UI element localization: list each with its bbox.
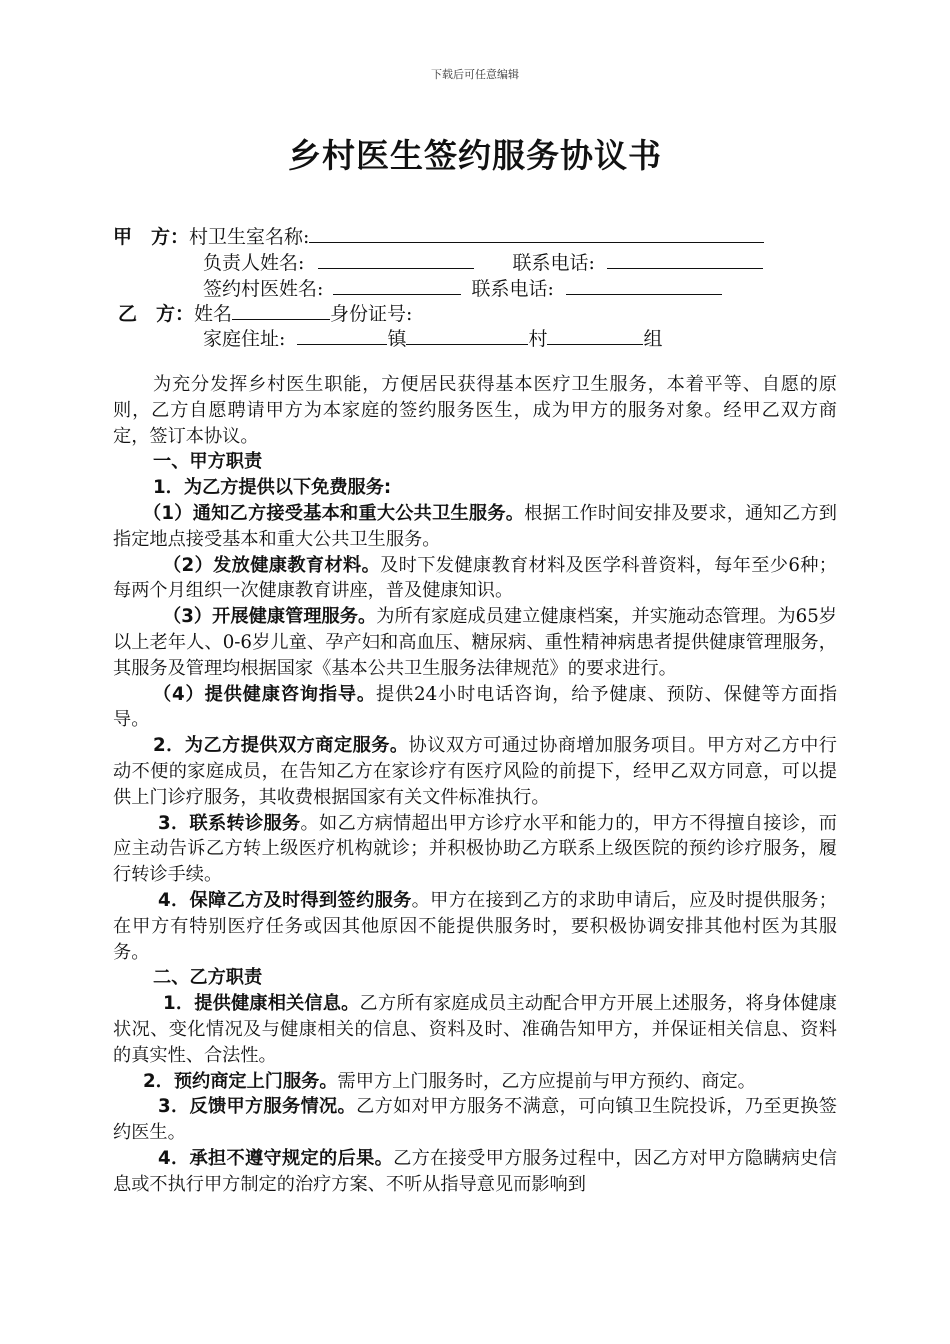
section2-item2 — [113, 1069, 837, 1095]
s2-item2-text: 需甲方上门服务时，乙方应提前与甲方预约、商定。 — [337, 1070, 756, 1092]
group-label: 组 — [643, 328, 663, 350]
sub2-text: 及时下发健康教育材料及医学科普资料，每年至少6种；每两个月组织一次健康教育讲座，普及健康知识。 — [113, 554, 837, 602]
sub1-text: 根据工作时间安排及要求，通知乙方到指定地点接受基本和重大公共卫生服务。 — [113, 502, 837, 550]
party-a-row-3 — [203, 274, 722, 300]
item4-text: 。甲方在接到乙方的求助申请后，应及时提供服务；在甲方有特别医疗任务或因其他原因不能提供服务时，要积极协调安排其他村医为其服务。 — [113, 889, 837, 963]
sub3-bold: （3）开展健康管理服务。 — [163, 606, 377, 628]
party-a-row-1 — [113, 222, 764, 248]
phone-blank-2[interactable] — [566, 274, 722, 295]
item2-bold: 2．为乙方提供双方商定服务。 — [153, 735, 409, 757]
doctor-name-blank[interactable] — [333, 274, 461, 295]
section1-sub3 — [113, 604, 837, 681]
document-title: 乡村医生签约服务协议书 — [288, 136, 662, 175]
responsible-name-blank[interactable] — [318, 248, 474, 269]
section1-item2 — [113, 733, 837, 810]
party-b-row-1 — [118, 299, 412, 325]
sub1-bold: （1）通知乙方接受基本和重大公共卫生服务。 — [143, 502, 525, 524]
section1-heading: 一、甲方职责 — [153, 451, 263, 473]
s2-item3-text: 乙方如对甲方服务不满意，可向镇卫生院投诉，乃至更换签约医生。 — [113, 1096, 837, 1144]
s2-item2-bold: 2．预约商定上门服务。 — [143, 1070, 338, 1092]
s2-item4-text: 乙方在接受甲方服务过程中，因乙方对甲方隐瞒病史信息或不执行甲方制定的治疗方案、不听从指导意见而影响到 — [113, 1147, 837, 1195]
item3-bold: 3．联系转诊服务 — [158, 812, 301, 834]
name-blank[interactable] — [232, 299, 330, 320]
address-label: 家庭住址: — [203, 328, 286, 350]
section1-sub4 — [113, 682, 837, 734]
id-label: 身份证号: — [330, 303, 413, 325]
s2-item3-bold: 3．反馈甲方服务情况。 — [158, 1096, 357, 1118]
town-label: 镇 — [387, 328, 407, 350]
party-a-row-2 — [203, 248, 763, 274]
party-b-label: 乙 方： — [118, 303, 195, 325]
phone-label: 联系电话: — [512, 252, 595, 274]
section2-item4 — [113, 1146, 837, 1198]
sub2-bold: （2）发放健康教育材料。 — [163, 554, 381, 576]
item4-bold: 4．保障乙方及时得到签约服务 — [158, 889, 412, 911]
section1-item1-heading: 1．为乙方提供以下免费服务: — [153, 477, 392, 499]
town-blank[interactable] — [297, 324, 387, 345]
phone-blank[interactable] — [607, 248, 763, 269]
section2-item3 — [113, 1094, 837, 1146]
section1-item4 — [113, 888, 837, 965]
group-blank[interactable] — [547, 324, 643, 345]
phone-label-2: 联系电话: — [471, 278, 554, 300]
item2-text: 协议双方可通过协商增加服务项目。甲方对乙方中行动不便的家庭成员，在告知乙方在家诊疗有医疗风险的前提下，经甲乙双方同意，可以提供上门诊疗服务，其收费根据国家有关文件标准执行。 — [113, 735, 837, 808]
party-a-label: 甲 方： — [113, 226, 190, 248]
s2-item1-text: 乙方所有家庭成员主动配合甲方开展上述服务，将身体健康状况、变化情况及与健康相关的信息、资料及时、准确告知甲方，并保证相关信息、资料的真实性、合法性。 — [113, 993, 837, 1066]
clinic-name-label: 村卫生室名称: — [189, 226, 310, 248]
section1-sub2 — [113, 553, 837, 605]
s2-item1-bold: 1．提供健康相关信息。 — [163, 993, 360, 1015]
header-note: 下载后可任意编辑 — [431, 68, 519, 81]
sub3-text: 为所有家庭成员建立健康档案，并实施动态管理。为65岁以上老年人、0-6岁儿童、孕产妇和高血压、糖尿病、重性精神病患者提供健康管理服务，其服务及管理均根据国家《基本公共卫生服务法律规范》的要求进行。 — [113, 606, 837, 679]
clinic-name-blank[interactable] — [309, 222, 764, 243]
item3-text: 。如乙方病情超出甲方诊疗水平和能力的，甲方不得擅自接诊，而应主动告诉乙方转上级医疗机构就诊；并积极协助乙方联系上级医院的预约诊疗服务，履行转诊手续。 — [113, 812, 837, 886]
party-b-row-2 — [203, 324, 663, 350]
name-label: 姓名 — [194, 303, 233, 325]
section1-sub1 — [113, 501, 837, 553]
sub4-bold: （4）提供健康咨询指导。 — [153, 683, 376, 705]
responsible-label: 负责人姓名: — [203, 252, 305, 274]
village-label: 村 — [528, 328, 548, 350]
section2-item1 — [113, 991, 837, 1068]
village-blank[interactable] — [406, 324, 528, 345]
doctor-label: 签约村医姓名: — [203, 278, 324, 300]
intro-paragraph: 为充分发挥乡村医生职能，方便居民获得基本医疗卫生服务，本着平等、自愿的原则，乙方自愿聘请甲方为本家庭的签约服务医生，成为甲方的服务对象。经甲乙双方商定，签订本协议。 — [113, 374, 837, 447]
s2-item4-bold: 4．承担不遵守规定的后果。 — [158, 1147, 394, 1169]
section2-heading: 二、乙方职责 — [153, 967, 263, 989]
sub4-text: 提供24小时电话咨询，给予健康、预防、保健等方面指导。 — [113, 683, 838, 731]
agreement-body — [113, 372, 837, 1198]
section1-item3 — [113, 811, 837, 888]
